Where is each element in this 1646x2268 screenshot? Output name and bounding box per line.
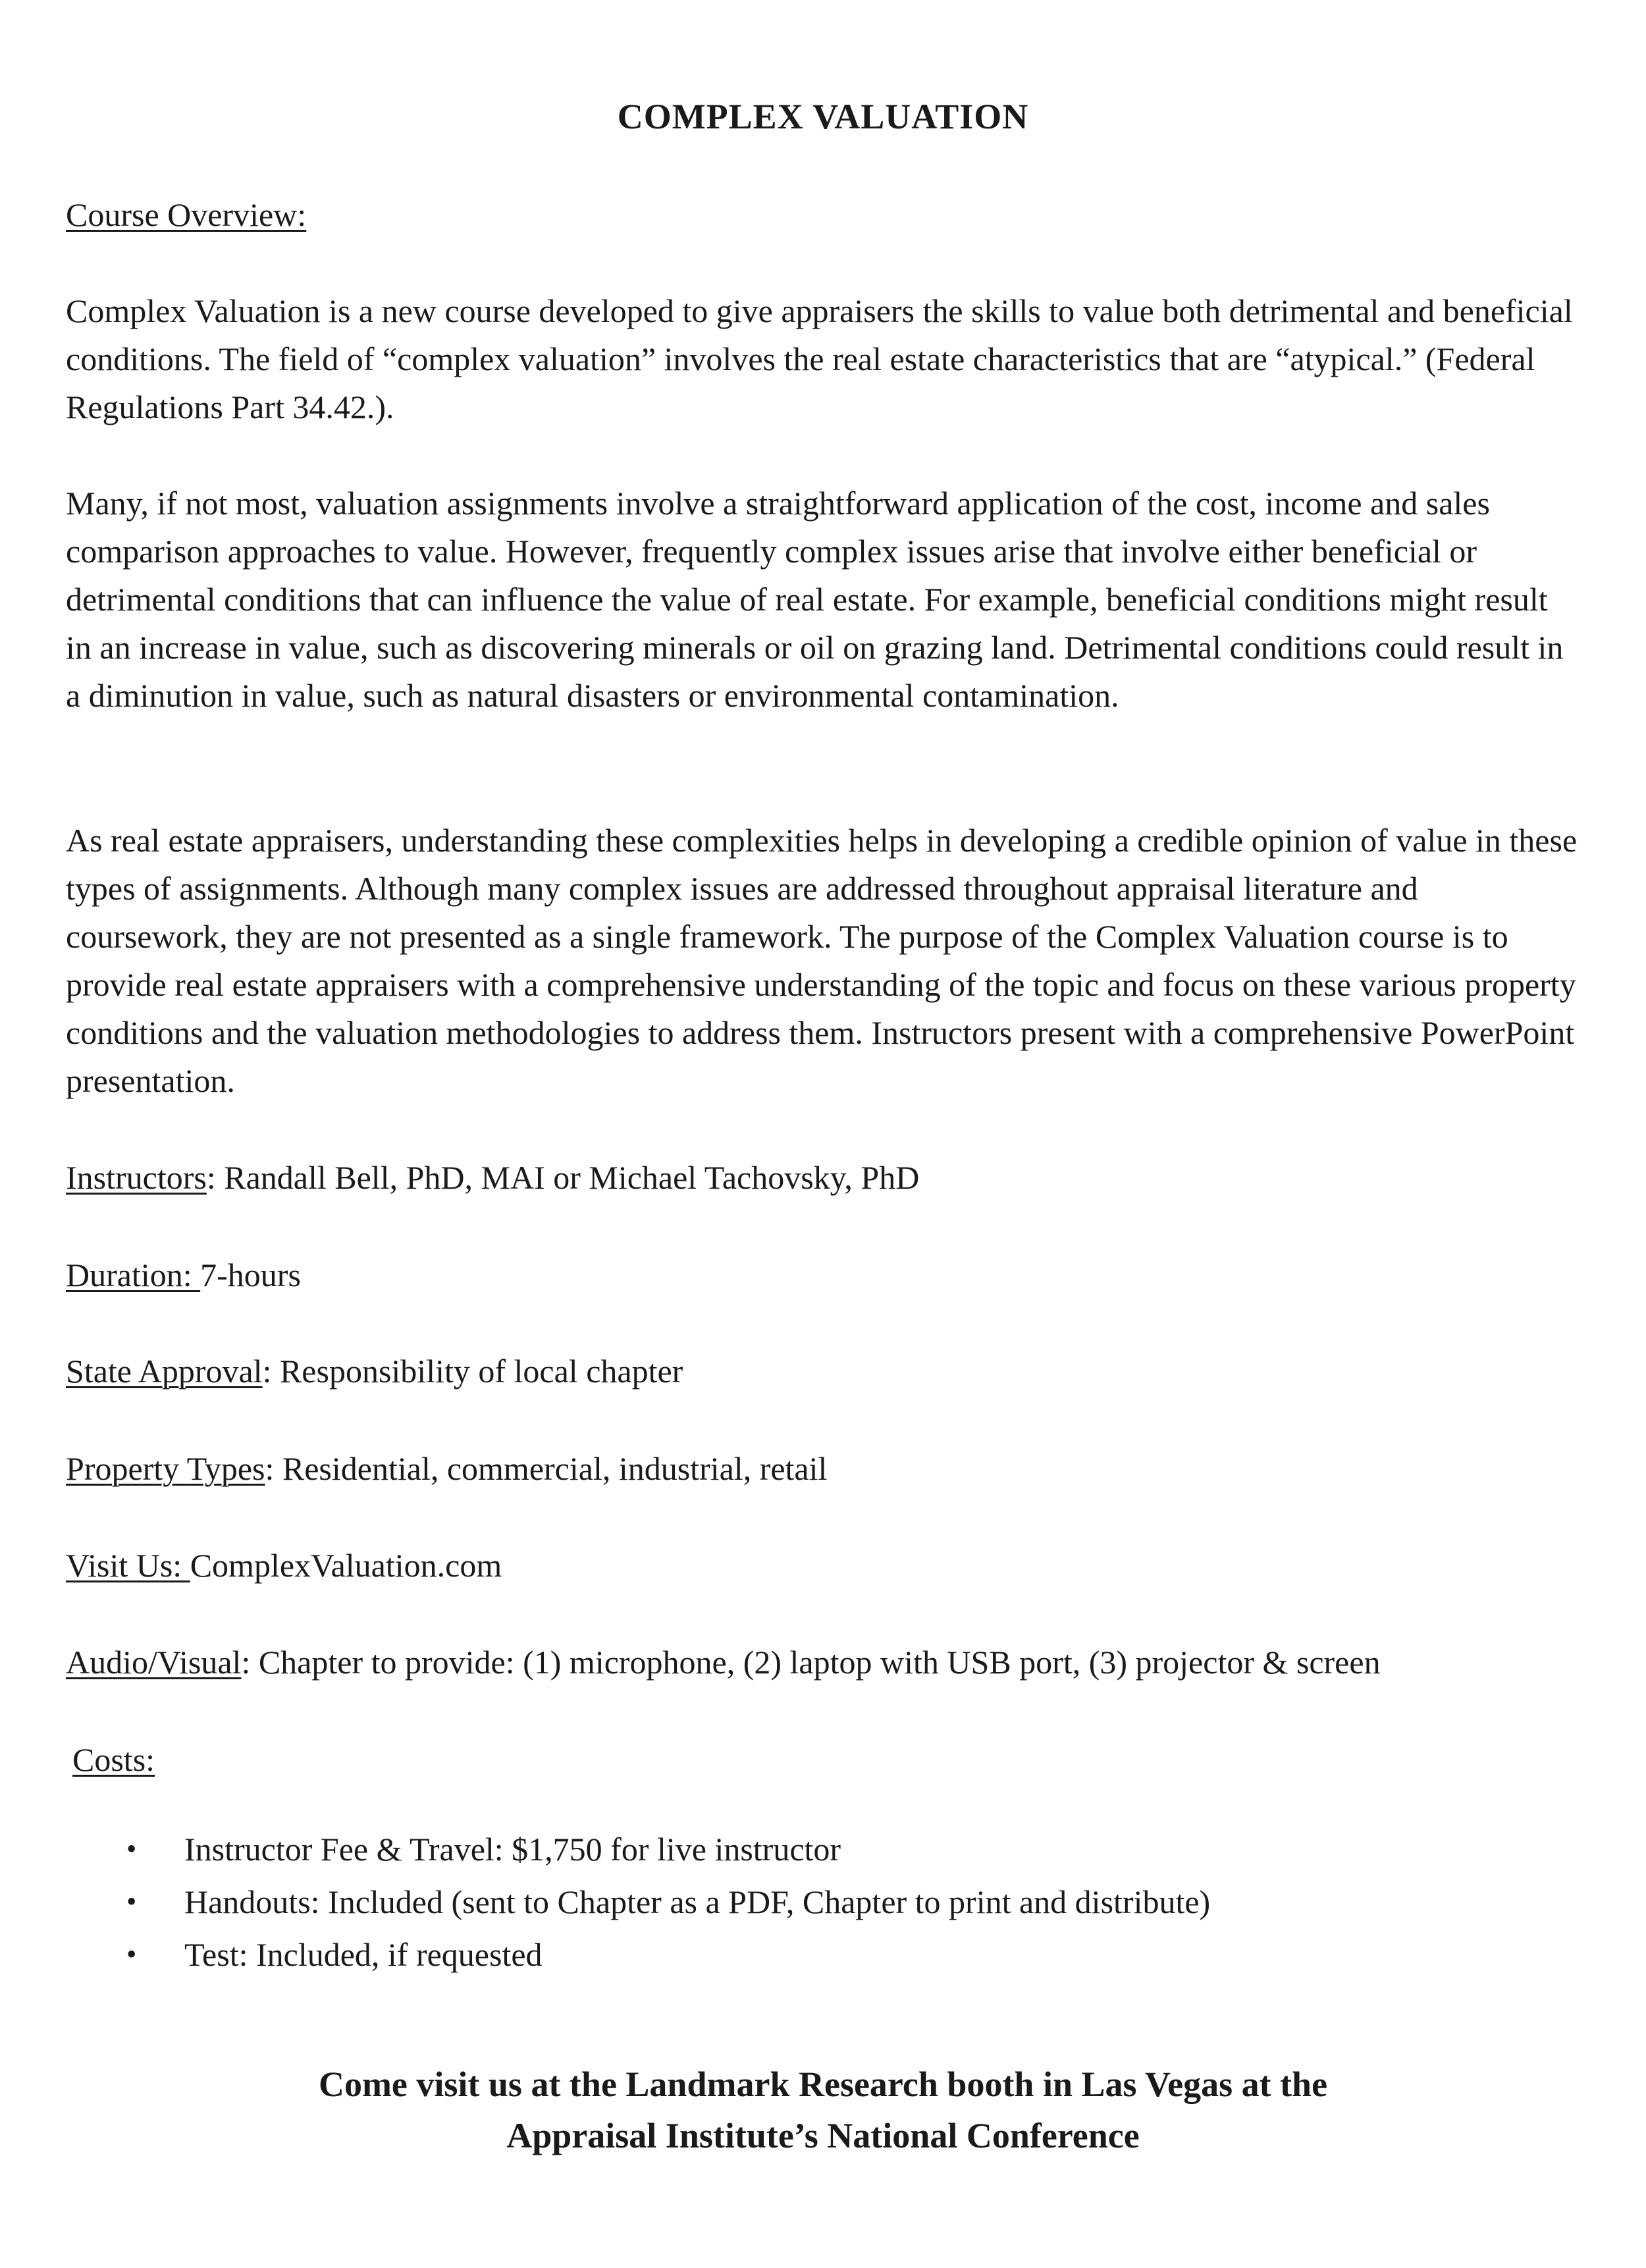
audio-visual-value: : Chapter to provide: (1) microphone, (2) laptop with USB port, (3) projector & screen <box>241 1644 1381 1681</box>
audio-visual-label: Audio/Visual <box>66 1644 242 1681</box>
duration-line <box>66 1251 1580 1299</box>
website-text: ComplexValuation.com <box>190 1547 502 1584</box>
bullet-icon: • <box>126 1833 137 1865</box>
cost-item-text: Instructor Fee & Travel: $1,750 for live instructor <box>184 1831 841 1868</box>
costs-label: Costs: <box>72 1741 155 1778</box>
footer-line-2: Appraisal Institute’s National Conference <box>506 2116 1140 2155</box>
document-title: COMPLEX VALUATION <box>617 97 1029 136</box>
course-overview-heading <box>66 191 1580 239</box>
bullet-icon: • <box>126 1938 137 1970</box>
footer-line-1: Come visit us at the Landmark Research booth in Las Vegas at the <box>318 2065 1328 2104</box>
duration-label: Duration: <box>66 1256 201 1293</box>
conference-footer <box>0 2059 1646 2161</box>
list-item <box>66 1823 1580 1876</box>
costs-heading <box>72 1736 1587 1784</box>
duration-value: 7-hours <box>200 1256 301 1293</box>
instructors-label: Instructors <box>66 1159 207 1196</box>
cost-item-text: Handouts: Included (sent to Chapter as a PDF, Chapter to print and distribute) <box>184 1883 1211 1920</box>
property-types-value: : Residential, commercial, industrial, retail <box>265 1450 828 1487</box>
audio-visual-line <box>66 1638 1580 1687</box>
course-overview-label: Course Overview: <box>66 196 307 233</box>
instructors-line <box>66 1154 1580 1202</box>
bullet-icon: • <box>126 1885 137 1918</box>
state-approval-value: : Responsibility of local chapter <box>262 1353 683 1390</box>
state-approval-label: State Approval <box>66 1353 263 1390</box>
overview-paragraph-2: Many, if not most, valuation assignments involve a straightforward application of the cost, income and sales comparison approaches to value. However, frequently complex issues arise that involve either beneficial or detrimental conditions that can influence the value of real estate. For example, beneficial conditions might result in an increase in value, such as discovering minerals or oil on grazing land. Detrimental conditions could result in a diminution in value, such as natural disasters or environmental contamination. <box>66 485 1564 714</box>
state-approval-line <box>66 1347 1580 1395</box>
list-item <box>66 1928 1580 1981</box>
visit-us-line <box>66 1542 1580 1590</box>
overview-paragraph-3: As real estate appraisers, understanding these complexities helps in developing a credible opinion of value in these types of assignments. Although many complex issues are addressed throughout appraisal literature and coursework, they are not presented as a single framework. The purpose of the Complex Valuation course is to provide real estate appraisers with a comprehensive understanding of the topic and focus on these various property conditions and the valuation methodologies to address them. Instructors present with a comprehensive PowerPoint presentation. <box>66 822 1578 1099</box>
instructors-value: : Randall Bell, PhD, MAI or Michael Tachovsky, PhD <box>206 1159 920 1196</box>
visit-us-label: Visit Us: <box>66 1547 190 1584</box>
costs-list <box>66 1823 1580 1981</box>
list-item <box>66 1876 1580 1928</box>
property-types-line <box>66 1445 1580 1493</box>
property-types-label: Property Types <box>66 1450 265 1487</box>
cost-item-text: Test: Included, if requested <box>184 1936 543 1973</box>
overview-paragraph-1: Complex Valuation is a new course developed to give appraisers the skills to value both detrimental and beneficial conditions. The field of “complex valuation” involves the real estate characteristics that are “atypical.” (Federal Regulations Part 34.42.). <box>66 292 1573 425</box>
